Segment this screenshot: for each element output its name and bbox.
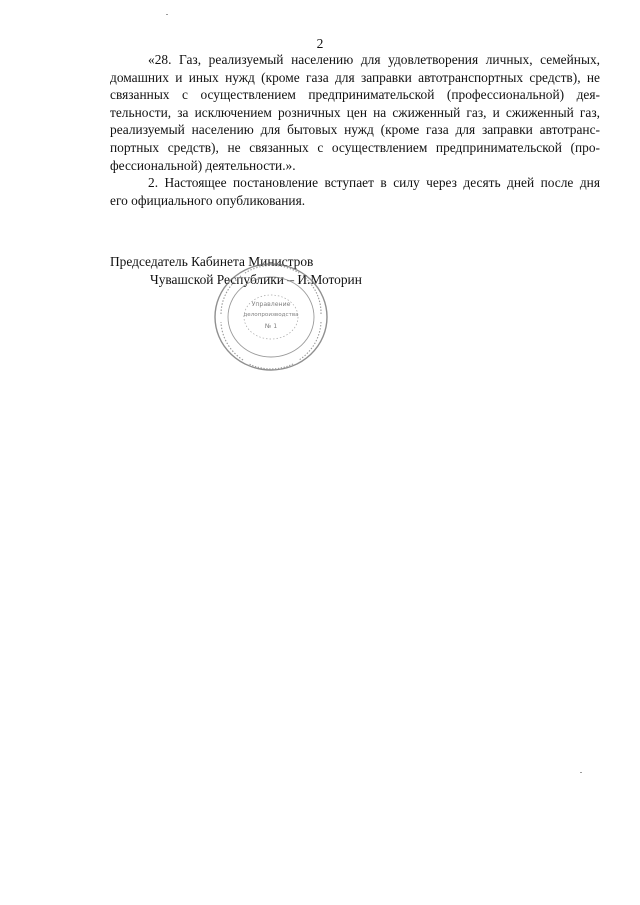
text-line: фессиональной) деятельности.». xyxy=(110,157,296,173)
scan-speck xyxy=(166,14,168,15)
text-line: портных средств), не связанных с осуществлением предпринимательской (про- xyxy=(110,139,600,155)
stamp-inner-line-3: № 1 xyxy=(264,323,278,330)
signatory-title-line-1: Председатель Кабинета Министров xyxy=(110,254,314,269)
signatory-republic: Чувашской Республики xyxy=(150,272,284,287)
paragraph-amendment-28 xyxy=(110,51,600,174)
text-line: связанных с осуществлением предпринимательской (профессиональной) дея- xyxy=(110,87,600,103)
page-number: 2 xyxy=(316,36,324,51)
stamp-inner-line-1: Управление xyxy=(251,301,291,308)
text-line: 2. Настоящее постановление вступает в силу через десять дней после дня xyxy=(148,175,600,191)
scan-speck xyxy=(580,772,582,773)
body-text xyxy=(110,51,600,209)
text-line: реализуемый населению для бытовых нужд (кроме газа для заправки автотранс- xyxy=(110,122,600,138)
text-line: домашних и иных нужд (кроме газа для заправки автотранспортных средств), не xyxy=(110,69,600,85)
signature-block xyxy=(110,253,362,289)
signatory-name: И.Моторин xyxy=(297,272,362,287)
paragraph-effective-date xyxy=(110,174,600,209)
signature-dash: – xyxy=(287,272,295,287)
text-line: «28. Газ, реализуемый населению для удовлетворения личных, семейных, xyxy=(148,52,600,67)
text-line: тельности, за исключением розничных цен на сжиженный газ, и сжиженный газ, xyxy=(110,104,600,120)
text-line: его официального опубликования. xyxy=(110,192,306,208)
stamp-inner-line-2: делопроизводства xyxy=(243,312,299,318)
signatory-title-line-2 xyxy=(110,271,362,289)
